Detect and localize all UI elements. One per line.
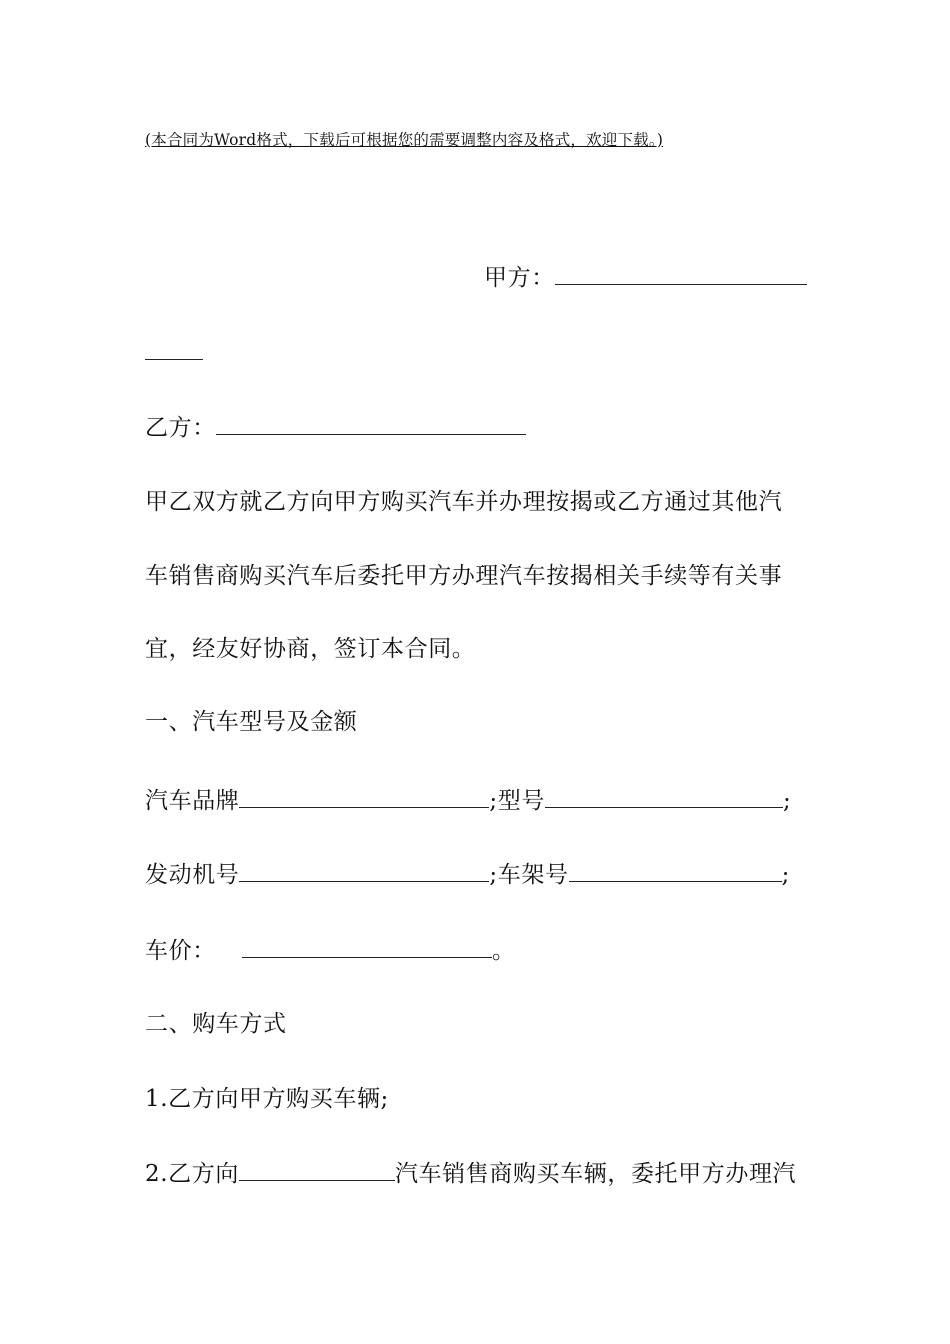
- item-2-prefix: 2.乙方向: [145, 1161, 239, 1187]
- price-field[interactable]: [242, 935, 492, 958]
- frame-end-semicolon: ;: [781, 862, 790, 888]
- preamble-line-3: 宜，经友好协商，签订本合同。: [145, 636, 476, 662]
- party-a-name-field-continued[interactable]: [145, 358, 203, 360]
- frame-number-field[interactable]: [569, 859, 782, 882]
- model-field[interactable]: [545, 785, 783, 808]
- engine-label: 发动机号: [145, 862, 240, 888]
- price-line: [145, 935, 515, 966]
- party-a-name-field[interactable]: [555, 262, 807, 285]
- section-2-item-2: [145, 1158, 796, 1189]
- brand-label: 汽车品牌: [145, 788, 240, 814]
- brand-model-line: [145, 785, 791, 816]
- section-2-title: 二、购车方式: [145, 1011, 287, 1037]
- preamble-line-2: 车销售商购买汽车后委托甲方办理汽车按揭相关手续等有关事: [145, 563, 783, 589]
- preamble-line-1: 甲乙双方就乙方向甲方购买汽车并办理按揭或乙方通过其他汽: [145, 489, 783, 515]
- header-note: (本合同为Word格式，下载后可根据您的需要调整内容及格式，欢迎下载。): [145, 131, 664, 149]
- party-b-line: [145, 412, 526, 443]
- frame-label: ;车架号: [489, 862, 569, 888]
- dealer-name-field[interactable]: [239, 1158, 395, 1181]
- item-2-suffix: 汽车销售商购买车辆，委托甲方办理汽: [394, 1161, 797, 1187]
- party-b-name-field[interactable]: [216, 412, 526, 435]
- brand-field[interactable]: [239, 785, 489, 808]
- party-b-label: 乙方：: [145, 415, 216, 441]
- party-a-label: 甲方：: [484, 265, 555, 291]
- party-a-line: [484, 262, 807, 293]
- section-1-title: 一、汽车型号及金额: [145, 709, 358, 735]
- model-label: ;型号: [489, 788, 545, 814]
- engine-frame-line: [145, 859, 790, 890]
- section-2-item-1: 1.乙方向甲方购买车辆;: [145, 1086, 389, 1112]
- price-label: 车价：: [145, 938, 216, 964]
- engine-number-field[interactable]: [239, 859, 489, 882]
- model-end-semicolon: ;: [782, 788, 792, 814]
- price-end: 。: [491, 938, 516, 964]
